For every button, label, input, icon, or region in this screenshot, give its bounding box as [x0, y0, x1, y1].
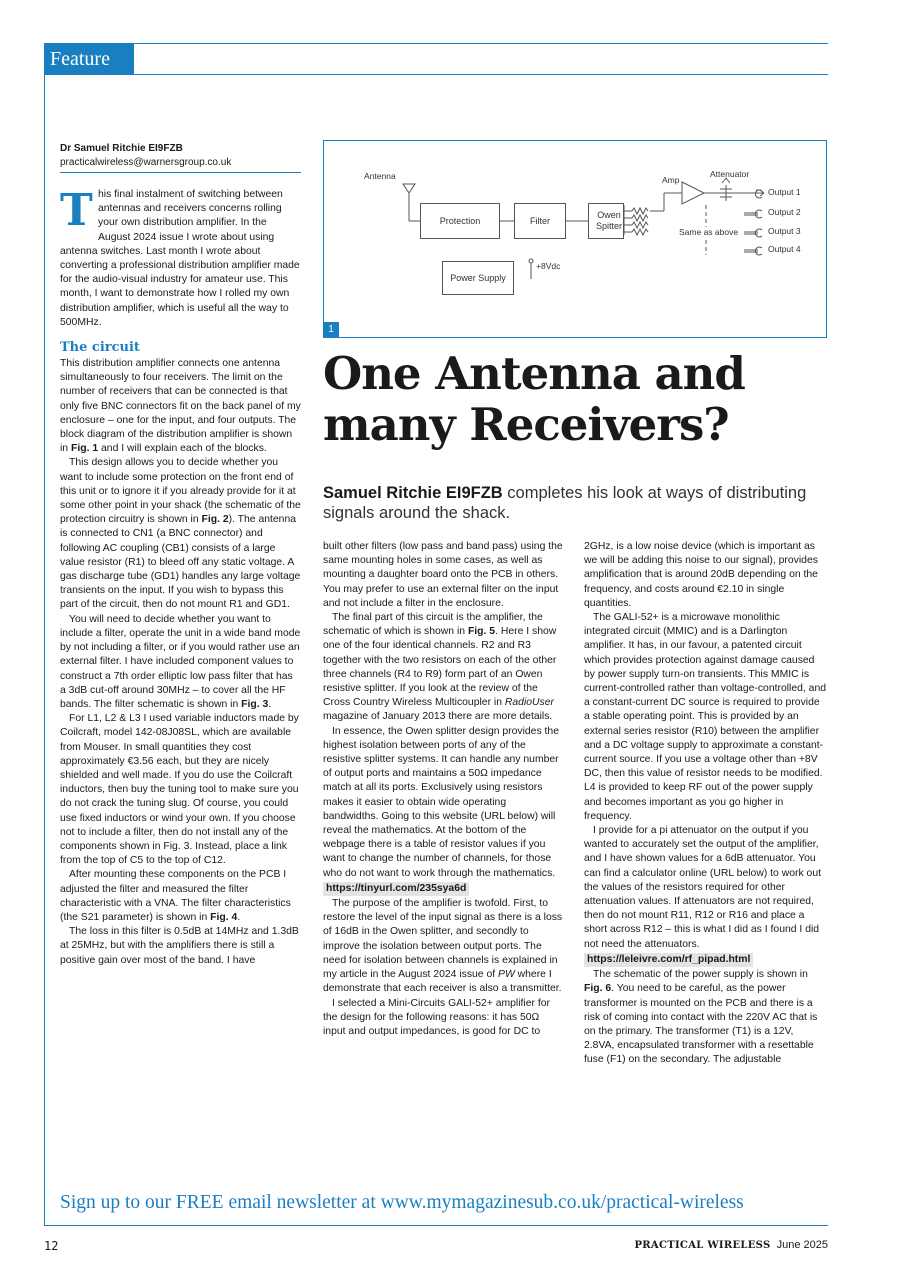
paragraph: built other filters (low pass and band pass) using the same mounting holes in some cases, as well as mounting a daughter board onto the PCB in others. You may prefer to use an external filter on the input and not include a filter in the enclosure.: [323, 541, 563, 609]
headline: One Antenna and many Receivers?: [323, 347, 745, 451]
column-2: [323, 540, 563, 1039]
footer-rule: [44, 1225, 828, 1226]
margin-rule: [44, 75, 45, 1225]
filter-block: Filter: [514, 203, 566, 239]
paragraph: The schematic of the power supply is shown in Fig. 6. You need to be careful, as the power transformer is mounted on the PCB and there is a risk of coming into contact with the 220V AC that is on the primary. The transformer (T1) is a 12V, 2.8VA, encapsulated transformer with a resettable fuse (F1) on the secondary. The adjustable: [584, 969, 818, 1066]
leleivre-link[interactable]: https://leleivre.com/rf_pipad.html: [584, 953, 753, 967]
block-diagram-wires: [324, 141, 828, 339]
paragraph: I selected a Mini-Circuits GALI-52+ amplifier for the design for the following reasons: it has 50Ω input and output impedances, is good for DC to: [323, 997, 550, 1037]
paragraph: This distribution amplifier connects one antenna simultaneously to four receivers. The limit on the number of receivers that can be connected is that only five BNC connectors fit on the back panel of my enclosure – one for the input, and four outputs. The block diagram of the distribution amplifier is shown in Fig. 1 and I will explain each of the blocks.: [60, 358, 301, 455]
magazine-footer: [620, 1239, 828, 1251]
output-3-label: Output 3: [768, 226, 801, 236]
header-rule: [44, 43, 828, 44]
newsletter-banner[interactable]: Sign up to our FREE email newsletter at www.mymagazinesub.co.uk/practical-wireless: [60, 1192, 744, 1213]
protection-block: Protection: [420, 203, 500, 239]
paragraph: I provide for a pi attenuator on the output if you wanted to accurately set the output of the amplifier, and I have shown values for a 6dB attenuator. You can find a calculator online (URL below) to work out the values of the resistors required for other attenuation values. If attenuators are not required, then do not mount R11, R12 or R16 and place a short across R12 – this is what I did as I found I did not need the attenuators.: [584, 825, 821, 950]
magazine-name: PRACTICAL WIRELESS: [634, 1240, 771, 1251]
paragraph: 2GHz, is a low noise device (which is important as we will be adding this noise to our signal), provides amplification that is around 20dB depending on the frequency, and costs around €2.10 in single quantities.: [584, 541, 818, 609]
paragraph: This design allows you to decide whether you want to include some protection on the front end of this unit or to ignore it if you already provide for it at some other point in your shack (the schematic of the protection circuitry is shown in Fig. 2). The antenna is connected to CN1 (a BNC connector) and following AC coupling (CB1) consists of a large value resistor (R1) to bleed off any static voltage. A gas discharge tube (GD1) handles any large voltage transients on the input. If you wish to bypass this part of the circuit, then do not mount R1 and GD1.: [60, 457, 301, 611]
column-3: [584, 540, 826, 1068]
power-supply-block: Power Supply: [442, 261, 514, 295]
paragraph: You will need to decide whether you want to include a filter, operate the unit in a wide band mode by not including a filter, or if you would rather use an external filter. I have included component values to construct a 7th order elliptic low pass filter that has a 3dB cut-off around 30MHz – to cover all the HF bands. The filter schematic is shown in Fig. 3.: [60, 613, 301, 710]
section-tab: Feature: [44, 44, 134, 75]
vdc-label: +8Vdc: [536, 261, 561, 271]
author-rule: [60, 172, 301, 173]
output-4-label: Output 4: [768, 244, 801, 254]
attenuator-label: Attenuator: [710, 169, 750, 179]
paragraph: The final part of this circuit is the amplifier, the schematic of which is shown in Fig. 5. Here I show one of the four identical channels. R2 and R3 together with the two resistors on each of the other three channels (R4 to R9) form part of an Owen resistive splitter. If you look at the review of the Cross Country Wireless Multicoupler in RadioUser magazine of January 2013 there are more details.: [323, 612, 557, 723]
tab-rule: [134, 74, 828, 75]
figure-number: 1: [323, 322, 339, 338]
amp-label: Amp: [662, 175, 680, 185]
splitter-block: Owen Spitter: [588, 203, 624, 239]
author-name: Dr Samuel Ritchie EI9FZB: [60, 143, 183, 154]
same-as-above-label: Same as above: [679, 227, 739, 237]
output-1-label: Output 1: [768, 187, 801, 197]
paragraph: The GALI-52+ is a microwave monolithic integrated circuit (MMIC) and is a Darlington amplifier. It has, in our favour, a patented circuit which provides protection against damage caused by power supply turn-on transients. This MMIC is current-controlled rather than voltage-controlled, and a constant-current DC source is required to provide a stable operating point. This is provided by an external series resistor (R10) between the amplifier and a DC voltage supply to approximate a constant-current source. If you use a voltage other than +8V DC, then this value of resistor needs to be modified. L4 is provided to keep RF out of the power supply and becomes important as you go higher in frequency.: [584, 612, 827, 822]
author-block: [60, 142, 300, 170]
paragraph: The loss in this filter is 0.5dB at 14MHz and 1.3dB at 25MHz, but with the amplifiers there is still a positive gain over most of the band. I have: [60, 926, 299, 966]
paragraph: After mounting these components on the PCB I adjusted the filter and measured the filter characteristic with a VNA. The filter characteristics (the S21 parameter) is shown in Fig. 4.: [60, 869, 291, 923]
antenna-label: Antenna: [364, 171, 396, 181]
standfirst: Samuel Ritchie EI9FZB completes his look at ways of distributing signals around the shack.: [323, 484, 807, 522]
paragraph: For L1, L2 & L3 I used variable inductors made by Coilcraft, model 142-08J08SL, which are available from Mouser. In small quantities they cost approximately €3.56 each, but they are nicely shielded and well made. If you do use the Coilcraft inductors, then buy the tuning tool to make sure you do not crack the tuning slug. Of course, you could use fixed inductors or wind your own. If you choose not to include a filter, then do not install any of the components shown in Fig. 3. Instead, place a link from the top of C5 to the top of C12.: [60, 713, 299, 867]
output-2-label: Output 2: [768, 207, 801, 217]
author-email: practicalwireless@warnersgroup.co.uk: [60, 157, 232, 168]
paragraph: In essence, the Owen splitter design provides the highest isolation between ports of any of the resistive splitter systems. It can handle any number of output ports and maintains a 50Ω impedance match at all its ports. Exclusively using resistors makes it easier to obtain wide operating bandwidths. Going to this website (URL below) will reveal the mathematics. At the bottom of the webpage there is a table of resistor values if you want to change the number of channels, for those who do not want to work through the mathematics.: [323, 725, 559, 879]
figure-1-block-diagram: [323, 140, 827, 338]
intro-paragraph: This final instalment of switching between antennas and receivers concerns rolling your own distribution amplifier. In the August 2024 issue I wrote about using antenna switches. Last month I wrote about converting a professional distribution amplifier made for the audio-visual industry for amateur use. This month, I want to demonstrate how I rolled my own distribution amplifier, which is useful all the way to 500MHz.: [60, 185, 300, 328]
paragraph: The purpose of the amplifier is twofold. First, to restore the level of the input signal as there is a loss of 16dB in the Owen splitter, and secondly to improve the isolation between output ports. The need for isolation between channels is explained in my article in the August 2024 issue of PW where I demonstrate that each receiver is also a transmitter.: [323, 898, 563, 995]
tinyurl-link[interactable]: https://tinyurl.com/235sya6d: [323, 882, 469, 896]
issue-date: June 2025: [776, 1239, 828, 1251]
subhead-the-circuit: The circuit: [60, 340, 140, 356]
page-number: 12: [44, 1239, 59, 1253]
drop-cap: T: [60, 185, 93, 236]
column-1: [60, 185, 301, 968]
